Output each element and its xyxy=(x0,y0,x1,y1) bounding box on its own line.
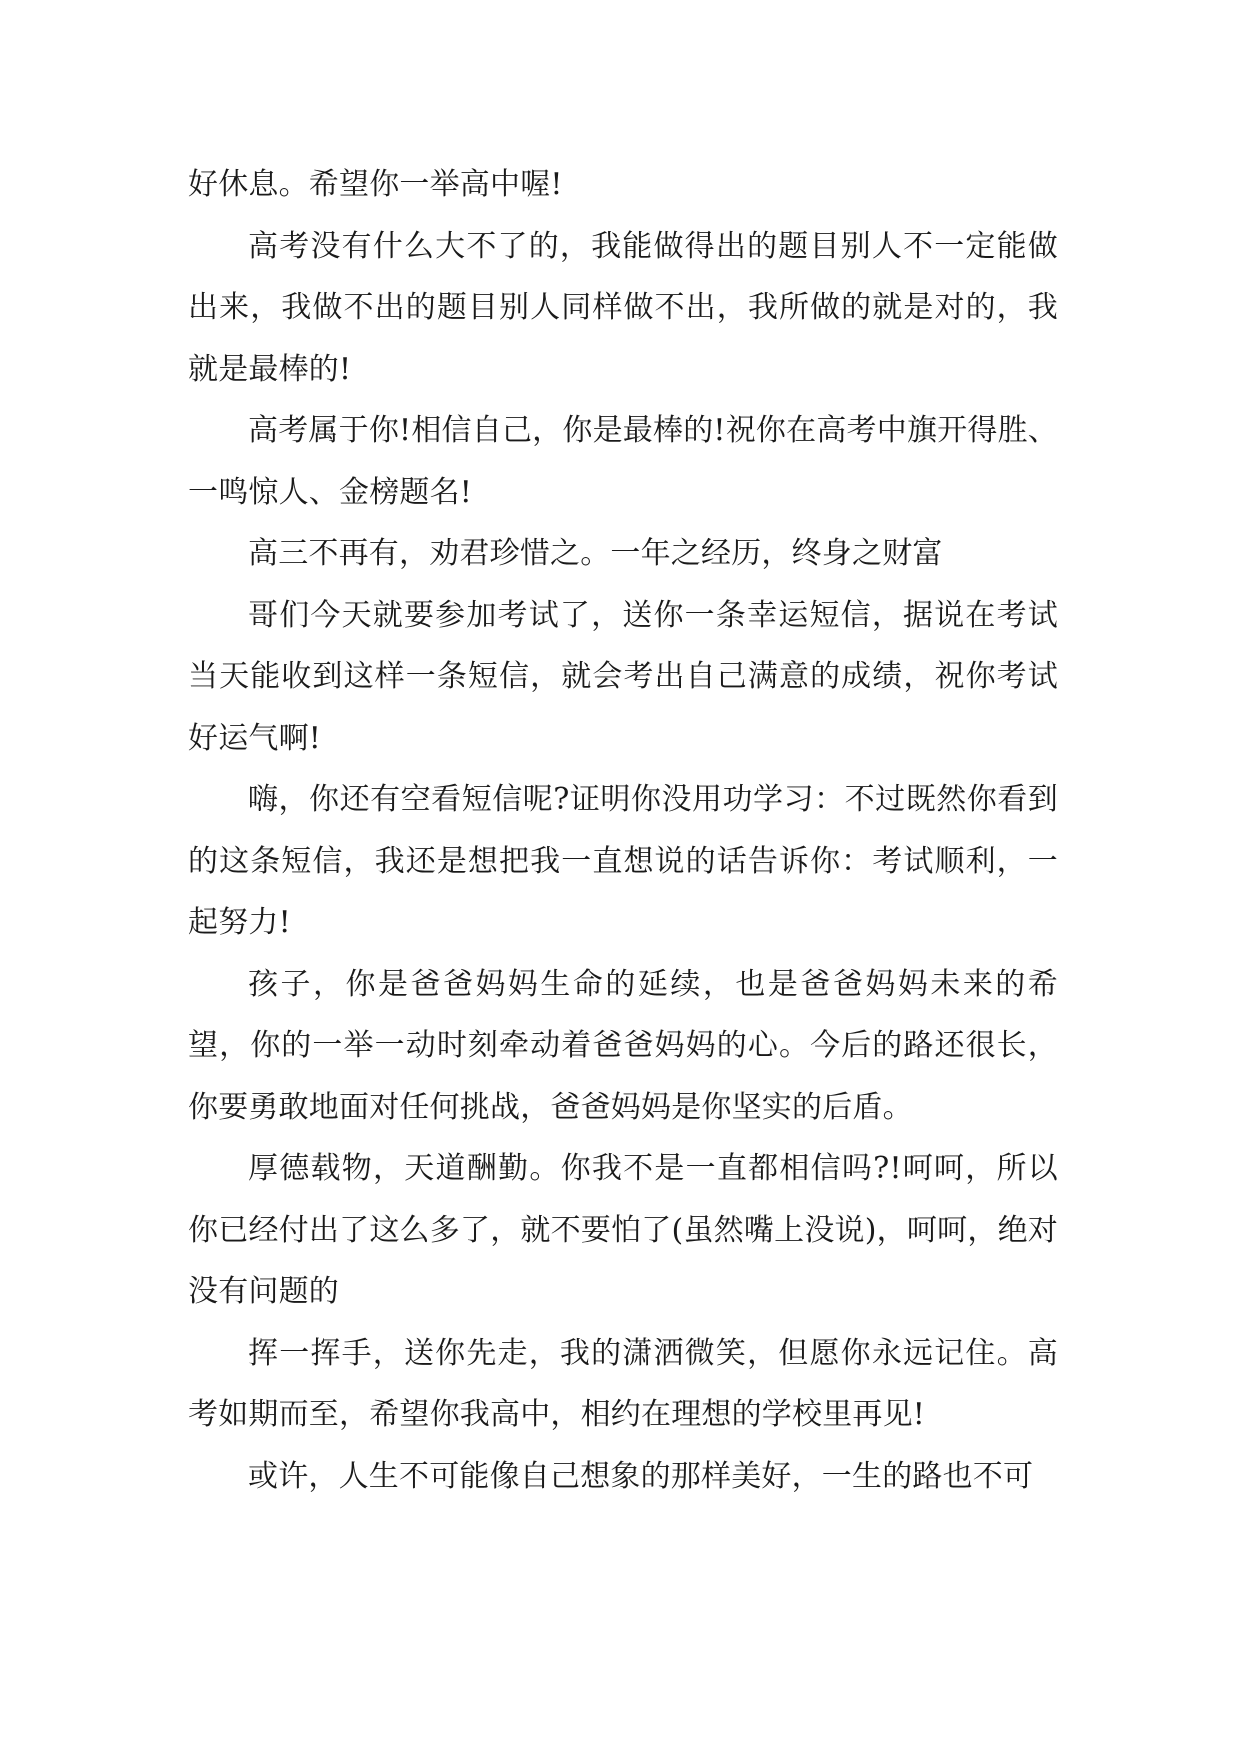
paragraph-10: 或许，人生不可能像自己想象的那样美好，一生的路也不可 xyxy=(248,1458,1034,1494)
paragraph-8: 厚德载物，天道酬勤。你我不是一直都相信吗?!呵呵，所以你已经付出了这么多了，就不要怕了(虽然嘴上没说)，呵呵，绝对没有问题的 xyxy=(188,1151,1058,1309)
paragraph-3: 高考属于你!相信自己，你是最棒的!祝你在高考中旗开得胜、一鸣惊人、金榜题名! xyxy=(188,413,1058,510)
paragraph-2: 高考没有什么大不了的，我能做得出的题目别人不一定能做出来，我做不出的题目别人同样做不出，我所做的就是对的，我就是最棒的! xyxy=(188,228,1058,387)
paragraph-1: 好休息。希望你一举高中喔! xyxy=(188,167,563,202)
paragraph-6: 嗨，你还有空看短信呢?证明你没用功学习：不过既然你看到的这条短信，我还是想把我一直想说的话告诉你：考试顺利，一起努力! xyxy=(188,782,1058,940)
paragraph-7: 孩子，你是爸爸妈妈生命的延续，也是爸爸妈妈未来的希望，你的一举一动时刻牵动着爸爸妈妈的心。今后的路还很长，你要勇敢地面对任何挑战，爸爸妈妈是你坚实的后盾。 xyxy=(188,966,1058,1125)
document-body xyxy=(188,154,1058,1507)
paragraph-9: 挥一挥手，送你先走，我的潇洒微笑，但愿你永远记住。高考如期而至，希望你我高中，相约在理想的学校里再见! xyxy=(188,1335,1058,1432)
paragraph-5: 哥们今天就要参加考试了，送你一条幸运短信，据说在考试当天能收到这样一条短信，就会考出自己满意的成绩，祝你考试好运气啊! xyxy=(188,597,1058,756)
paragraph-4: 高三不再有，劝君珍惜之。一年之经历，终身之财富 xyxy=(248,536,943,571)
